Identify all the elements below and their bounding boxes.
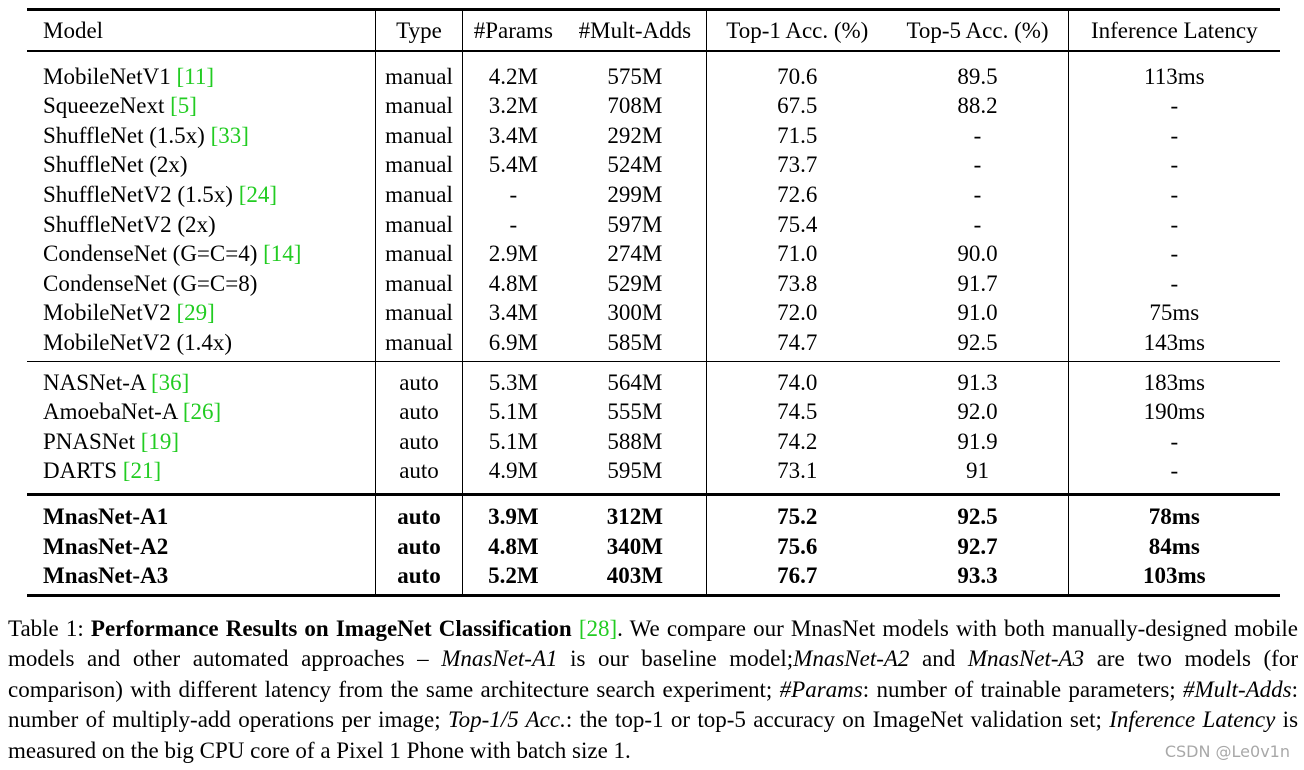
cell-top5: - (973, 152, 982, 178)
cell-params: 4.9M (463, 456, 564, 494)
cell-mult-adds: 585M (607, 329, 663, 355)
cell-top1: 76.7 (707, 561, 888, 595)
cell-top1: 73.7 (707, 150, 888, 180)
caption-term-a1: MnasNet-A1 (441, 646, 558, 672)
cell-mult-adds: 597M (607, 211, 663, 237)
results-table-container (27, 8, 1280, 597)
manual-models-group (27, 51, 1280, 361)
cell-params: 4.2M (463, 51, 564, 92)
model-citation[interactable]: [26] (182, 399, 222, 425)
cell-params: 5.4M (463, 150, 564, 180)
header-type: Type (375, 10, 462, 51)
cell-latency: - (1068, 150, 1280, 180)
cell-mult-adds: 588M (607, 428, 663, 454)
table-row (27, 532, 1280, 562)
caption-text: is measured on the big CPU core of a Pixel 1 Phone with batch size 1. (8, 707, 1299, 763)
cell-latency: 190ms (1068, 397, 1280, 427)
cell-top5: - (973, 211, 982, 237)
cell-latency: 78ms (1068, 494, 1280, 531)
cell-type: manual (375, 210, 462, 240)
cell-latency: - (1068, 210, 1280, 240)
cell-model (27, 532, 375, 562)
cell-params: 4.8M (463, 269, 564, 299)
caption-text: : number of trainable parameters; (862, 676, 1183, 702)
cell-latency: - (1068, 456, 1280, 494)
cell-params: 3.4M (463, 298, 564, 328)
model-citation[interactable]: [21] (122, 458, 162, 484)
caption-term-acc: Top-1/5 Acc. (447, 707, 566, 733)
cell-model (27, 180, 375, 210)
cell-latency: 75ms (1068, 298, 1280, 328)
cell-type: manual (375, 269, 462, 299)
model-name: ShuffleNet (1.5x) (43, 122, 205, 148)
table-row (27, 361, 1280, 397)
cell-model (27, 427, 375, 457)
cell-latency: 113ms (1068, 51, 1280, 92)
cell-top5: 91 (966, 458, 989, 484)
cell-top1: 74.0 (707, 361, 888, 397)
auto-models-group (27, 361, 1280, 494)
mnasnet-models-group (27, 494, 1280, 595)
cell-mult-adds: 529M (607, 270, 663, 296)
cell-type: auto (375, 361, 462, 397)
table-row (27, 561, 1280, 595)
cell-mult-adds: 708M (607, 93, 663, 119)
cell-params: 3.2M (463, 91, 564, 121)
cell-mult-adds: 564M (564, 361, 707, 397)
model-name: MnasNet-A1 (43, 503, 169, 529)
table-row (27, 210, 1280, 240)
cell-top1: 71.0 (707, 239, 888, 269)
cell-top5: 92.7 (957, 533, 998, 559)
cell-type: auto (375, 494, 462, 531)
model-name: MobileNetV2 (1.4x) (43, 329, 233, 355)
caption-text: . We compare our MnasNet models with both manually-designed mobile models and other automated approaches – (8, 616, 1299, 672)
table-row (27, 239, 1280, 269)
cell-mult-adds: 299M (607, 181, 663, 207)
cell-params: 5.2M (463, 561, 564, 595)
cell-latency: 143ms (1068, 328, 1280, 361)
table-row (27, 456, 1280, 494)
cell-top5: 93.3 (887, 561, 1068, 595)
caption-term-a2: MnasNet-A2 (793, 646, 910, 672)
cell-top1: 71.5 (707, 121, 888, 151)
cell-type: manual (375, 51, 462, 92)
cell-type: auto (375, 532, 462, 562)
table-caption (8, 614, 1298, 766)
model-name: AmoebaNet-A (43, 399, 178, 425)
cell-model (27, 210, 375, 240)
cell-type: manual (375, 180, 462, 210)
cell-top5: 91.9 (957, 428, 998, 454)
cell-top5: 91.3 (887, 361, 1068, 397)
table-row (27, 397, 1280, 427)
table-row (27, 328, 1280, 361)
header-row (27, 10, 1280, 51)
cell-mult-adds: 300M (607, 300, 663, 326)
model-name: DARTS (43, 458, 118, 484)
model-citation[interactable]: [19] (140, 428, 180, 454)
cell-type: manual (375, 298, 462, 328)
header-mult-adds: #Mult-Adds (564, 10, 707, 51)
cell-top5: 92.0 (957, 399, 998, 425)
cell-latency: - (1068, 180, 1280, 210)
cell-top5: 92.5 (957, 329, 998, 355)
cell-model (27, 121, 375, 151)
header-params: #Params (463, 10, 564, 51)
cell-mult-adds: 292M (607, 122, 663, 148)
header-top1: Top-1 Acc. (%) (707, 10, 888, 51)
cell-latency: - (1068, 427, 1280, 457)
watermark: CSDN @Le0v1n (1164, 742, 1290, 761)
cell-params: - (463, 210, 564, 240)
cell-top5: 91.7 (957, 270, 998, 296)
cell-mult-adds: 555M (607, 399, 663, 425)
cell-model (27, 91, 375, 121)
cell-top1: 73.8 (707, 269, 888, 299)
table-row (27, 180, 1280, 210)
cell-mult-adds: 312M (564, 494, 707, 531)
results-table (27, 8, 1280, 597)
caption-citation[interactable]: [28] (578, 616, 618, 641)
model-name: SqueezeNext (43, 93, 165, 119)
cell-mult-adds: 524M (607, 152, 663, 178)
cell-latency: - (1068, 91, 1280, 121)
cell-top5: 90.0 (957, 241, 998, 267)
cell-type: manual (375, 150, 462, 180)
caption-title: Performance Results on ImageNet Classification (90, 616, 572, 641)
cell-model (27, 239, 375, 269)
cell-model (27, 51, 375, 92)
cell-params: 2.9M (463, 239, 564, 269)
cell-latency: 103ms (1068, 561, 1280, 595)
cell-model (27, 150, 375, 180)
cell-top1: 74.5 (707, 397, 888, 427)
cell-mult-adds: 595M (607, 458, 663, 484)
cell-top1: 72.0 (707, 298, 888, 328)
cell-latency: - (1068, 269, 1280, 299)
cell-type: manual (375, 328, 462, 361)
model-citation[interactable]: [24] (238, 181, 278, 207)
caption-prefix: Table 1: (8, 616, 91, 641)
cell-top1: 75.2 (707, 494, 888, 531)
cell-model (27, 361, 375, 397)
model-name: MnasNet-A3 (43, 563, 169, 589)
cell-type: auto (375, 561, 462, 595)
table-row (27, 91, 1280, 121)
cell-latency: - (1068, 121, 1280, 151)
caption-text: is our baseline model; (557, 646, 794, 672)
cell-top5: 91.0 (957, 300, 998, 326)
cell-latency: 84ms (1068, 532, 1280, 562)
cell-top1: 67.5 (707, 91, 888, 121)
model-name: ShuffleNetV2 (2x) (43, 211, 216, 237)
model-citation[interactable]: [33] (210, 122, 249, 148)
table-header (27, 10, 1280, 51)
cell-params: 4.8M (463, 532, 564, 562)
cell-model (27, 494, 375, 531)
table-row (27, 150, 1280, 180)
cell-model (27, 298, 375, 328)
cell-type: manual (375, 239, 462, 269)
model-citation[interactable]: [5] (170, 93, 197, 119)
model-citation[interactable]: [36] (150, 369, 190, 395)
cell-top5: - (973, 181, 982, 207)
cell-params: 5.1M (463, 427, 564, 457)
model-citation[interactable]: [29] (176, 300, 215, 326)
cell-top5: 92.5 (887, 494, 1068, 531)
model-name: MnasNet-A2 (43, 533, 169, 559)
cell-params: 3.4M (463, 121, 564, 151)
cell-top1: 75.6 (707, 532, 888, 562)
cell-mult-adds: 575M (607, 63, 663, 89)
header-latency: Inference Latency (1068, 10, 1280, 51)
cell-type: auto (375, 456, 462, 494)
model-name: NASNet-A (43, 369, 146, 395)
table-row (27, 427, 1280, 457)
caption-term-madds: #Mult-Adds (1183, 676, 1292, 702)
cell-model (27, 269, 375, 299)
cell-latency: - (1068, 239, 1280, 269)
model-name: MobileNetV2 (43, 300, 171, 326)
table-row (27, 269, 1280, 299)
table-row (27, 298, 1280, 328)
table-row (27, 51, 1280, 92)
cell-latency: 183ms (1068, 361, 1280, 397)
cell-params: 5.3M (463, 361, 564, 397)
cell-params: 6.9M (463, 328, 564, 361)
cell-top5: 89.5 (957, 63, 998, 89)
caption-text: are two models (for comparison) with different latency from the same architecture search experiment; (8, 646, 1298, 702)
cell-mult-adds: 274M (607, 241, 663, 267)
cell-model (27, 397, 375, 427)
header-model: Model (27, 10, 375, 51)
cell-mult-adds: 403M (564, 561, 707, 595)
cell-top1: 72.6 (707, 180, 888, 210)
header-top5: Top-5 Acc. (%) (887, 10, 1068, 51)
caption-term-a3: MnasNet-A3 (967, 646, 1085, 672)
cell-top5: 88.2 (957, 93, 998, 119)
table-row (27, 494, 1280, 531)
cell-top1: 70.6 (707, 51, 888, 92)
cell-top1: 74.7 (707, 328, 888, 361)
cell-top1: 74.2 (707, 427, 888, 457)
cell-top1: 75.4 (707, 210, 888, 240)
table-row (27, 121, 1280, 151)
model-name: ShuffleNetV2 (1.5x) (43, 181, 233, 207)
model-name: PNASNet (43, 428, 136, 454)
model-name: ShuffleNet (2x) (43, 152, 188, 178)
cell-model (27, 561, 375, 595)
cell-top5: - (973, 122, 982, 148)
caption-text: and (909, 646, 968, 672)
model-name: MobileNetV1 (43, 63, 171, 89)
cell-params: 5.1M (463, 397, 564, 427)
cell-type: manual (375, 91, 462, 121)
caption-term-latency: Inference Latency (1109, 707, 1276, 733)
model-name: CondenseNet (G=C=4) (43, 241, 258, 267)
model-citation[interactable]: [11] (176, 63, 214, 89)
cell-type: auto (375, 427, 462, 457)
cell-params: 3.9M (463, 494, 564, 531)
caption-text: : number of multiply-add operations per image; (8, 676, 1298, 733)
cell-model (27, 456, 375, 494)
cell-params: - (463, 180, 564, 210)
cell-type: auto (375, 397, 462, 427)
cell-mult-adds: 340M (606, 533, 663, 559)
cell-model (27, 328, 375, 361)
cell-top1: 73.1 (707, 456, 888, 494)
model-name: CondenseNet (G=C=8) (43, 270, 258, 296)
cell-type: manual (375, 121, 462, 151)
caption-text: : the top-1 or top-5 accuracy on ImageNet validation set; (565, 707, 1110, 733)
model-citation[interactable]: [14] (263, 241, 302, 267)
caption-term-params: #Params (779, 676, 863, 702)
